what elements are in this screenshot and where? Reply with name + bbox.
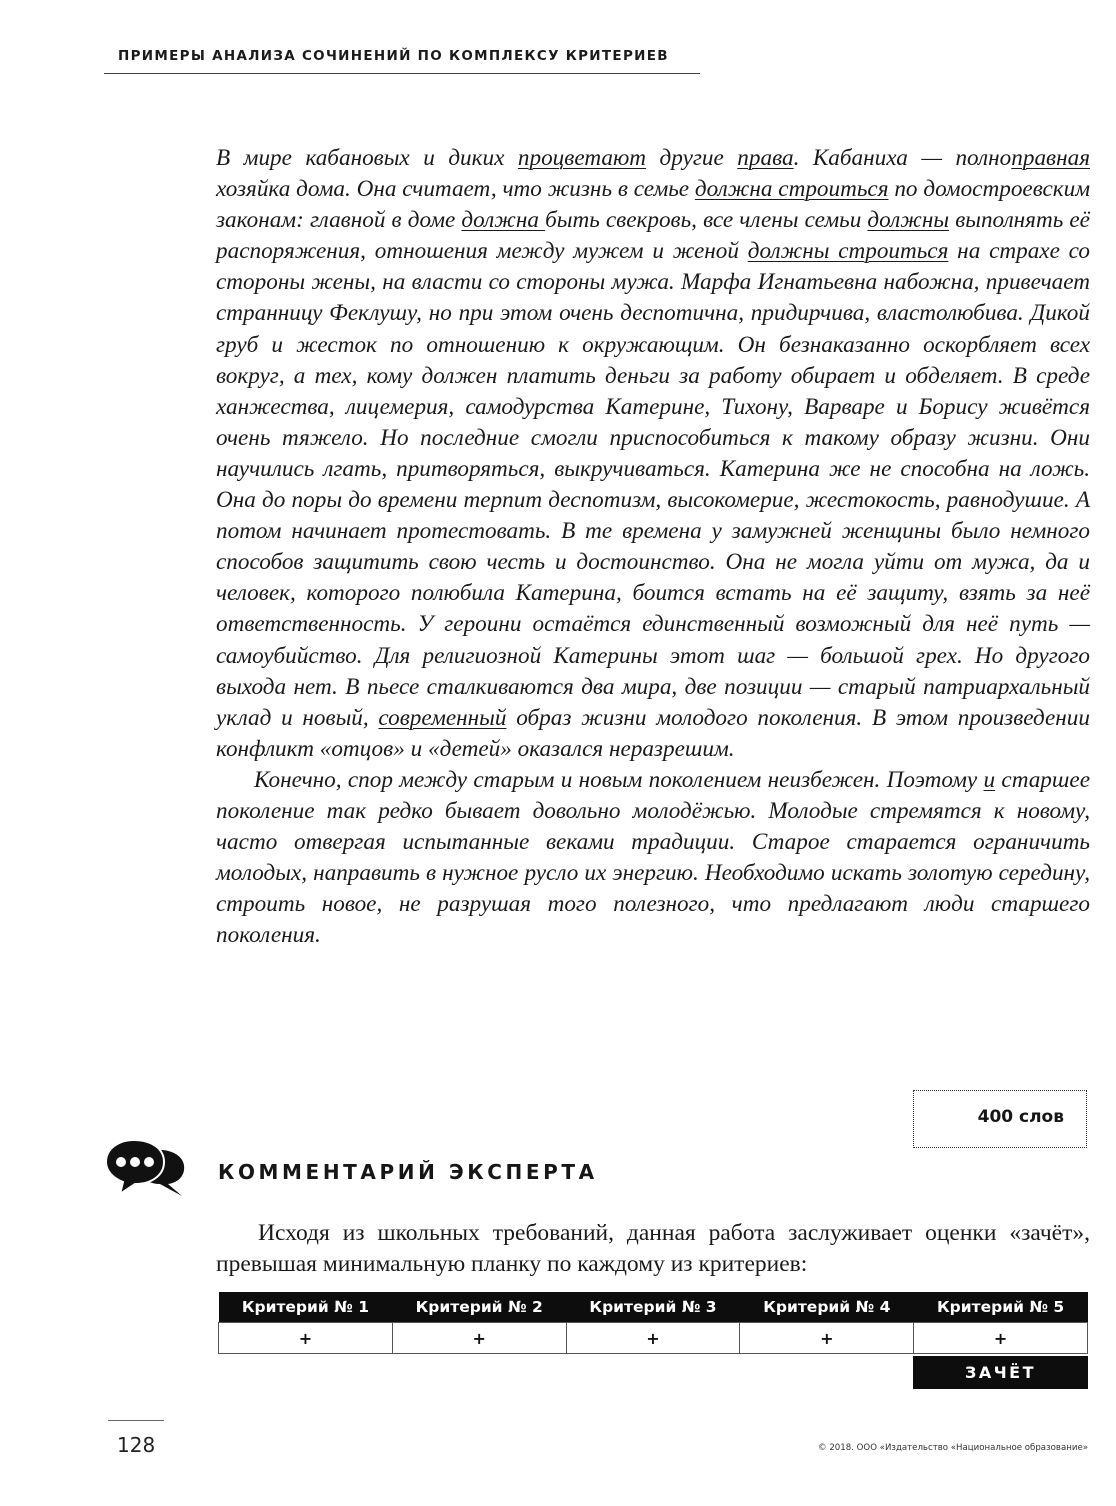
expert-comment-paragraph: Исходя из школьных требований, данная работа заслуживает оценки «зачёт», превышая минимальную планку по каждому из критериев:: [216, 1220, 1090, 1277]
footer-rule: [108, 1420, 164, 1421]
criterion-1-header: Критерий № 1: [219, 1292, 393, 1323]
criterion-3-mark: +: [566, 1323, 740, 1354]
underlined-word: должна строиться: [694, 176, 889, 203]
expert-comment-title: КОММЕНТАРИЙ ЭКСПЕРТА: [218, 1160, 598, 1184]
criteria-header-row: [219, 1292, 1088, 1323]
essay-text: [216, 143, 1090, 951]
underlined-word: должны: [867, 207, 950, 234]
criterion-5-mark: +: [914, 1323, 1088, 1354]
underlined-word: современный: [378, 704, 507, 731]
underlined-word: должна: [461, 207, 546, 234]
criterion-2-mark: +: [392, 1323, 566, 1354]
expert-comment-text: [216, 1218, 1090, 1280]
page-number: 128: [117, 1433, 156, 1457]
word-count-box: 400 слов: [913, 1090, 1087, 1148]
underlined-word: правная: [1011, 145, 1090, 171]
criterion-4-mark: +: [740, 1323, 914, 1354]
underlined-word: и: [983, 766, 996, 793]
speech-bubbles-icon: [104, 1136, 188, 1198]
criterion-5-header: Критерий № 5: [914, 1292, 1088, 1323]
copyright-notice: © 2018. ООО «Издательство «Национальное образование»: [818, 1443, 1088, 1453]
running-header: ПРИМЕРЫ АНАЛИЗА СОЧИНЕНИЙ ПО КОМПЛЕКСУ КРИТЕРИЕВ: [118, 48, 669, 64]
underlined-word: должны строиться: [747, 238, 949, 265]
criteria-marks-row: [219, 1323, 1088, 1354]
verdict-badge: ЗАЧЁТ: [913, 1356, 1088, 1389]
header-rule: [104, 73, 700, 74]
criterion-3-header: Критерий № 3: [566, 1292, 740, 1323]
criterion-1-mark: +: [219, 1323, 393, 1354]
essay-paragraph-2: Конечно, спор между старым и новым поколением неизбежен. Поэтому и старшее поколение так редко бывает довольно молодёжью. Молодые стремятся к новому, часто отвергая испытанные веками традиции. Старое старается ограничить молодых, направить в нужное русло их энергию. Необходимо искать золотую середину, строить новое, не разрушая того полезного, что предлагают люди старшего поколения.: [216, 766, 1090, 949]
underlined-word: права: [737, 145, 794, 171]
criterion-4-header: Критерий № 4: [740, 1292, 914, 1323]
criteria-table: [218, 1292, 1088, 1354]
criterion-2-header: Критерий № 2: [392, 1292, 566, 1323]
underlined-word: процветают: [517, 145, 647, 171]
essay-paragraph-1: В мире кабановых и диких процветают другие права. Кабаниха — полноправная хозяйка дома. Она считает, что жизнь в семье должна строиться по домостроевским законам: главной в доме должна быть свекровь, все члены семьи должны выполнять её распоряжения, отношения между мужем и женой должны строиться на страхе со стороны жены, на власти со стороны мужа. Марфа Игнатьевна набожна, привечает странницу Феклушу, но при этом очень деспотична, придирчива, властолюбива. Дикой груб и жесток по отношению к окружающим. Он безнаказанно оскорбляет всех вокруг, а тех, кому должен платить деньги за работу обирает и обделяет. В среде ханжества, лицемерия, самодурства Катерине, Тихону, Варваре и Борису живётся очень тяжело. Но последние смогли приспособиться к такому образу жизни. Они научились лгать, притворяться, выкручиваться. Катерина же не способна на ложь. Она до поры до времени терпит деспотизм, высокомерие, жестокость, равнодушие. А потом начинает протестовать. В те времена у замужней женщины было немного способов защитить свою честь и достоинство. Она не могла уйти от мужа, да и человек, которого полюбила Катерина, боится встать на её защиту, взять за неё ответственность. У героини остаётся единственный возможный для неё путь — самоубийство. Для религиозной Катерины этот шаг — большой грех. Но другого выхода нет. В пьесе сталкиваются два мира, две позиции — старый патриархальный уклад и новый, современный образ жизни молодого поколения. В этом произведении конфликт «отцов» и «детей» оказался неразрешим.: [216, 145, 1090, 762]
